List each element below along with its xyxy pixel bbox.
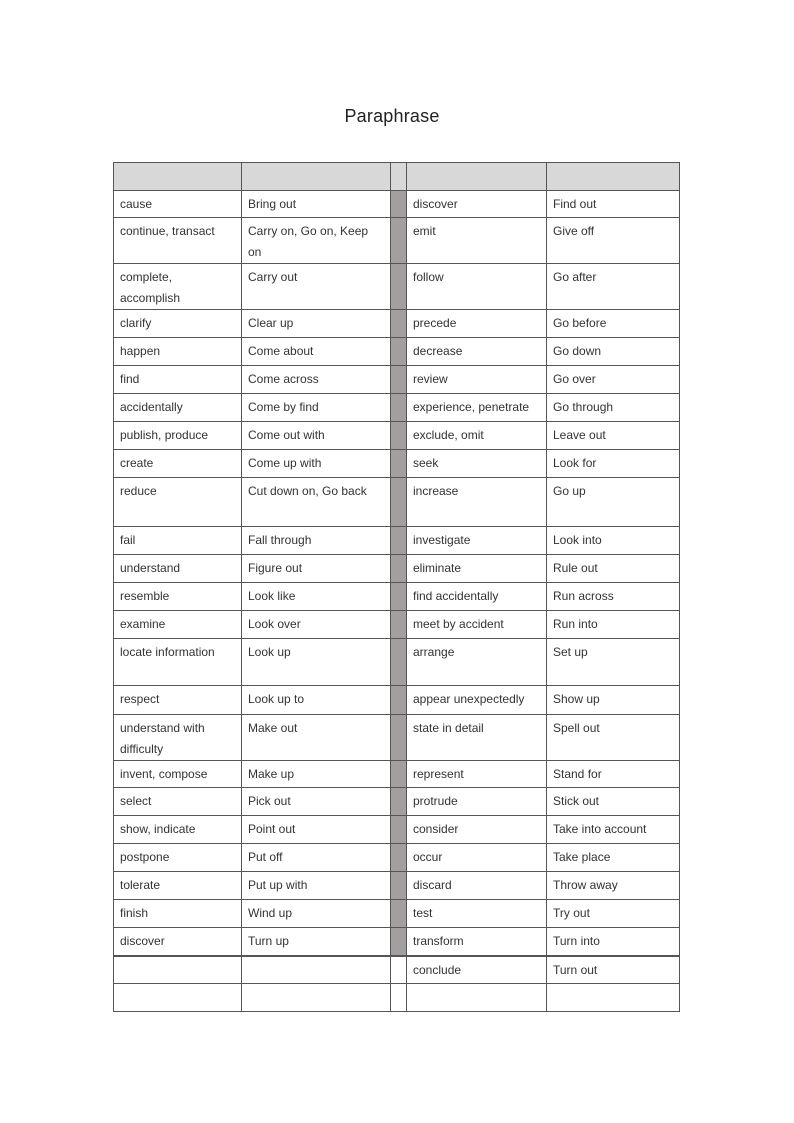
word-right-cell: arrange xyxy=(407,639,547,686)
table-row xyxy=(114,191,680,218)
column-divider xyxy=(391,686,407,715)
phrase-right-cell xyxy=(547,984,680,1012)
table-row xyxy=(114,218,680,264)
word-left-cell: create xyxy=(114,450,242,478)
paraphrase-table xyxy=(113,162,680,1012)
word-left-cell: examine xyxy=(114,611,242,639)
phrase-left-cell: Bring out xyxy=(242,191,391,218)
table-row xyxy=(114,715,680,761)
phrase-right-cell: Take place xyxy=(547,844,680,872)
column-divider xyxy=(391,639,407,686)
phrase-right-cell: Go up xyxy=(547,478,680,527)
page-title-english: Paraphrase xyxy=(344,106,440,126)
word-right-cell: discard xyxy=(407,872,547,900)
table-row xyxy=(114,816,680,844)
word-left-cell: discover xyxy=(114,928,242,956)
phrase-left-cell: Cut down on, Go back xyxy=(242,478,391,527)
column-divider xyxy=(391,450,407,478)
column-divider xyxy=(391,928,407,956)
phrase-left-cell: Look up xyxy=(242,639,391,686)
header-word-right xyxy=(407,163,547,191)
phrase-left-cell: Figure out xyxy=(242,555,391,583)
word-right-cell: increase xyxy=(407,478,547,527)
column-divider xyxy=(391,844,407,872)
phrase-right-cell: Stick out xyxy=(547,788,680,816)
header-word-left xyxy=(114,163,242,191)
word-left-cell: reduce xyxy=(114,478,242,527)
word-left-cell: accidentally xyxy=(114,394,242,422)
phrase-left-cell: Carry on, Go on, Keep on xyxy=(242,218,391,264)
word-right-cell: review xyxy=(407,366,547,394)
table-row xyxy=(114,394,680,422)
phrase-left-cell: Look over xyxy=(242,611,391,639)
table-row xyxy=(114,761,680,788)
word-left-cell: invent, compose xyxy=(114,761,242,788)
table-row xyxy=(114,844,680,872)
phrase-right-cell: Leave out xyxy=(547,422,680,450)
column-divider xyxy=(391,264,407,310)
phrase-right-cell: Stand for xyxy=(547,761,680,788)
phrase-right-cell: Try out xyxy=(547,900,680,928)
phrase-left-cell: Come up with xyxy=(242,450,391,478)
phrase-right-cell: Look into xyxy=(547,527,680,555)
phrase-right-cell: Turn out xyxy=(547,956,680,984)
phrase-right-cell: Go after xyxy=(547,264,680,310)
phrase-right-cell: Rule out xyxy=(547,555,680,583)
phrase-left-cell: Come out with xyxy=(242,422,391,450)
phrase-left-cell: Wind up xyxy=(242,900,391,928)
word-right-cell: test xyxy=(407,900,547,928)
header-synonym-left xyxy=(242,163,391,191)
phrase-left-cell xyxy=(242,984,391,1012)
table-row xyxy=(114,366,680,394)
word-right-cell xyxy=(407,984,547,1012)
table-row xyxy=(114,984,680,1012)
word-left-cell: publish, produce xyxy=(114,422,242,450)
word-right-cell: seek xyxy=(407,450,547,478)
word-left-cell: clarify xyxy=(114,310,242,338)
phrase-left-cell xyxy=(242,956,391,984)
table-header-row xyxy=(114,163,680,191)
word-right-cell: appear unexpectedly xyxy=(407,686,547,715)
column-divider xyxy=(391,527,407,555)
phrase-right-cell: Throw away xyxy=(547,872,680,900)
phrase-left-cell: Look up to xyxy=(242,686,391,715)
phrase-left-cell: Put up with xyxy=(242,872,391,900)
table-row xyxy=(114,686,680,715)
word-right-cell: protrude xyxy=(407,788,547,816)
column-divider xyxy=(391,872,407,900)
phrase-left-cell: Turn up xyxy=(242,928,391,956)
word-left-cell: resemble xyxy=(114,583,242,611)
word-right-cell: consider xyxy=(407,816,547,844)
word-right-cell: discover xyxy=(407,191,547,218)
phrase-left-cell: Point out xyxy=(242,816,391,844)
word-right-cell: represent xyxy=(407,761,547,788)
word-left-cell xyxy=(114,956,242,984)
column-divider xyxy=(391,422,407,450)
column-divider xyxy=(391,761,407,788)
table-row xyxy=(114,450,680,478)
table-row xyxy=(114,956,680,984)
column-divider xyxy=(391,338,407,366)
word-right-cell: eliminate xyxy=(407,555,547,583)
table-row xyxy=(114,928,680,956)
word-left-cell: tolerate xyxy=(114,872,242,900)
word-left-cell xyxy=(114,984,242,1012)
word-left-cell: continue, transact xyxy=(114,218,242,264)
column-divider xyxy=(391,956,407,984)
word-right-cell: decrease xyxy=(407,338,547,366)
table-row xyxy=(114,639,680,686)
phrase-right-cell: Run into xyxy=(547,611,680,639)
table-row xyxy=(114,264,680,310)
word-left-cell: understand with difficulty xyxy=(114,715,242,761)
phrase-left-cell: Pick out xyxy=(242,788,391,816)
phrase-right-cell: Go down xyxy=(547,338,680,366)
table-row xyxy=(114,788,680,816)
phrase-left-cell: Make up xyxy=(242,761,391,788)
phrase-left-cell: Come about xyxy=(242,338,391,366)
word-left-cell: respect xyxy=(114,686,242,715)
phrase-right-cell: Look for xyxy=(547,450,680,478)
table-row xyxy=(114,583,680,611)
word-right-cell: occur xyxy=(407,844,547,872)
word-left-cell: locate information xyxy=(114,639,242,686)
column-divider xyxy=(391,478,407,527)
word-right-cell: investigate xyxy=(407,527,547,555)
word-right-cell: meet by accident xyxy=(407,611,547,639)
phrase-right-cell: Take into account xyxy=(547,816,680,844)
word-left-cell: select xyxy=(114,788,242,816)
table-row xyxy=(114,478,680,527)
phrase-right-cell: Run across xyxy=(547,583,680,611)
phrase-left-cell: Carry out xyxy=(242,264,391,310)
word-right-cell: conclude xyxy=(407,956,547,984)
word-left-cell: happen xyxy=(114,338,242,366)
word-left-cell: fail xyxy=(114,527,242,555)
word-right-cell: find accidentally xyxy=(407,583,547,611)
word-right-cell: state in detail xyxy=(407,715,547,761)
word-left-cell: finish xyxy=(114,900,242,928)
header-synonym-right xyxy=(547,163,680,191)
column-divider xyxy=(391,310,407,338)
phrase-left-cell: Put off xyxy=(242,844,391,872)
table-row xyxy=(114,338,680,366)
column-divider xyxy=(391,984,407,1012)
phrase-right-cell: Give off xyxy=(547,218,680,264)
table-row xyxy=(114,555,680,583)
phrase-left-cell: Fall through xyxy=(242,527,391,555)
column-divider xyxy=(391,163,407,191)
column-divider xyxy=(391,366,407,394)
phrase-right-cell: Find out xyxy=(547,191,680,218)
word-left-cell: show, indicate xyxy=(114,816,242,844)
phrase-right-cell: Go through xyxy=(547,394,680,422)
column-divider xyxy=(391,555,407,583)
phrase-left-cell: Come by find xyxy=(242,394,391,422)
column-divider xyxy=(391,816,407,844)
phrase-right-cell: Spell out xyxy=(547,715,680,761)
table-row xyxy=(114,872,680,900)
word-right-cell: transform xyxy=(407,928,547,956)
word-right-cell: emit xyxy=(407,218,547,264)
column-divider xyxy=(391,788,407,816)
column-divider xyxy=(391,715,407,761)
word-left-cell: complete, accomplish xyxy=(114,264,242,310)
phrase-left-cell: Look like xyxy=(242,583,391,611)
phrase-left-cell: Come across xyxy=(242,366,391,394)
word-right-cell: experience, penetrate xyxy=(407,394,547,422)
table-row xyxy=(114,422,680,450)
phrase-right-cell: Go over xyxy=(547,366,680,394)
column-divider xyxy=(391,191,407,218)
phrase-left-cell: Clear up xyxy=(242,310,391,338)
phrase-right-cell: Show up xyxy=(547,686,680,715)
column-divider xyxy=(391,394,407,422)
column-divider xyxy=(391,583,407,611)
table-row xyxy=(114,527,680,555)
word-right-cell: follow xyxy=(407,264,547,310)
column-divider xyxy=(391,900,407,928)
phrase-right-cell: Go before xyxy=(547,310,680,338)
word-left-cell: postpone xyxy=(114,844,242,872)
page-title xyxy=(0,106,794,127)
table-row xyxy=(114,900,680,928)
word-left-cell: cause xyxy=(114,191,242,218)
phrase-right-cell: Set up xyxy=(547,639,680,686)
word-left-cell: understand xyxy=(114,555,242,583)
table-row xyxy=(114,310,680,338)
word-left-cell: find xyxy=(114,366,242,394)
phrase-left-cell: Make out xyxy=(242,715,391,761)
column-divider xyxy=(391,218,407,264)
table-row xyxy=(114,611,680,639)
word-right-cell: exclude, omit xyxy=(407,422,547,450)
phrase-right-cell: Turn into xyxy=(547,928,680,956)
column-divider xyxy=(391,611,407,639)
word-right-cell: precede xyxy=(407,310,547,338)
